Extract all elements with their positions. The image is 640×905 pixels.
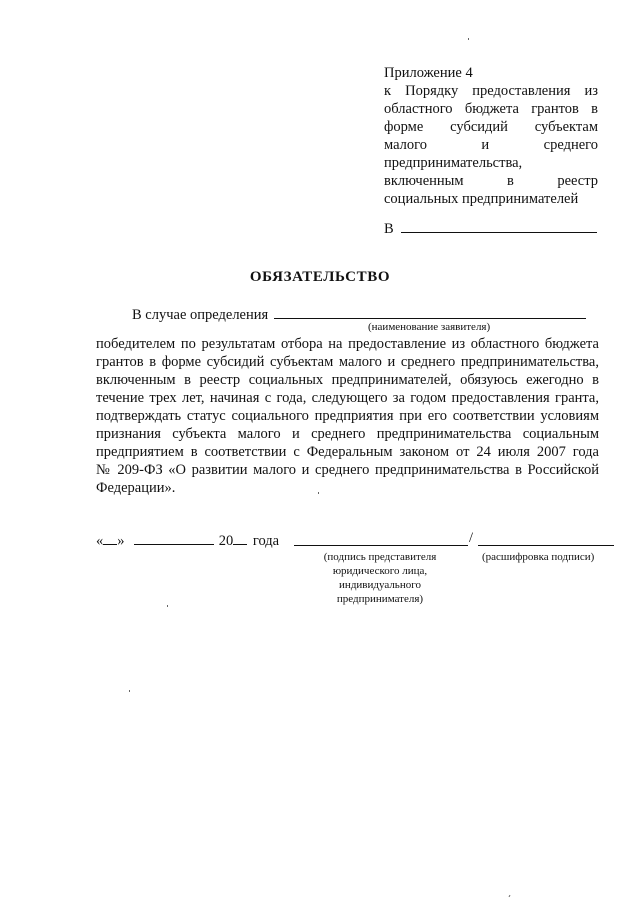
scan-speck	[318, 492, 319, 494]
appendix-word: социальных предпринимателей	[384, 191, 579, 207]
appendix-line	[384, 154, 598, 172]
paragraph-line: победителем по результатам отбора на предоставление из областного бюджета	[96, 336, 599, 352]
document-title: ОБЯЗАТЕЛЬСТВО	[249, 269, 391, 285]
appendix-line	[384, 136, 598, 154]
paragraph-line: включенным в реестр социальных предпринимателей, обязуюсь ежегодно в	[96, 372, 599, 388]
paragraph-line: № 209-ФЗ «О развитии малого и среднего предпринимательства в Российской	[96, 462, 599, 478]
appendix-line	[384, 118, 598, 136]
month-blank	[134, 531, 214, 545]
signature-caption-line: (подпись представителя	[323, 551, 437, 563]
scan-speck	[167, 605, 168, 607]
appendix-word: включенным	[384, 173, 464, 189]
signature-slash: /	[469, 530, 474, 546]
signature-blank	[294, 545, 468, 546]
year-word: года	[252, 533, 280, 549]
year-prefix: 20	[218, 533, 234, 549]
appendix-block	[384, 64, 598, 208]
appendix-line	[384, 190, 598, 208]
signature-caption	[300, 550, 460, 606]
applicant-caption: (наименование заявителя)	[368, 321, 491, 333]
appendix-word: к	[384, 83, 392, 99]
appendix-word: в	[507, 173, 514, 189]
appendix-word: предоставления	[472, 83, 571, 99]
appendix-word: субсидий	[450, 119, 508, 135]
recipient-line	[384, 219, 597, 238]
quote-close: »	[117, 533, 125, 549]
appendix-word: бюджета	[464, 101, 519, 117]
appendix-word: среднего	[543, 137, 598, 153]
applicant-name-blank	[274, 305, 586, 319]
decode-caption: (расшифровка подписи)	[482, 551, 595, 563]
recipient-prefix: В	[384, 221, 394, 237]
appendix-word: из	[584, 83, 598, 99]
signature-caption-line: юридического лица,	[332, 565, 428, 577]
paragraph-line: предприятием в соответствии с Федеральным законом от 24 июля 2007 года	[96, 444, 599, 460]
day-blank	[103, 531, 117, 545]
appendix-word: областного	[384, 101, 453, 117]
case-line	[132, 305, 586, 324]
appendix-word: субъектам	[534, 119, 598, 135]
obligation-paragraph	[96, 335, 599, 497]
signature-decode-blank	[478, 545, 614, 546]
date-line	[96, 531, 279, 550]
appendix-word: Порядку	[405, 83, 459, 99]
paragraph-line: течение трех лет, начиная с года, следующего за годом предоставления гранта,	[96, 390, 599, 406]
appendix-word: малого	[384, 137, 427, 153]
scan-speck	[129, 690, 130, 692]
appendix-word: предпринимательства,	[384, 155, 523, 171]
paragraph-line: Федерации».	[96, 480, 176, 496]
appendix-number: Приложение 4	[384, 65, 473, 81]
appendix-word: грантов	[531, 101, 579, 117]
signature-caption-line: индивидуального	[339, 579, 421, 591]
paragraph-line: грантов в форме субсидий субъектам малого и среднего предпринимательства,	[96, 354, 599, 370]
signature-caption-line: предпринимателя)	[336, 593, 424, 605]
case-text: В случае определения	[132, 307, 269, 323]
paragraph-line: признания субъекта малого и среднего предпринимательства социальным	[96, 426, 599, 442]
appendix-word: форме	[384, 119, 424, 135]
appendix-word: в	[591, 101, 598, 117]
scan-speck	[509, 895, 511, 897]
appendix-line	[384, 100, 598, 118]
quote-open: «	[96, 533, 104, 549]
recipient-blank	[401, 219, 597, 233]
appendix-line	[384, 172, 598, 190]
appendix-word: реестр	[557, 173, 598, 189]
year-blank	[233, 531, 247, 545]
appendix-line	[384, 82, 598, 100]
paragraph-line: подтверждать статус социального предприятия при его соответствии условиям	[96, 408, 599, 424]
scan-speck	[468, 38, 469, 40]
appendix-word: и	[481, 137, 490, 153]
